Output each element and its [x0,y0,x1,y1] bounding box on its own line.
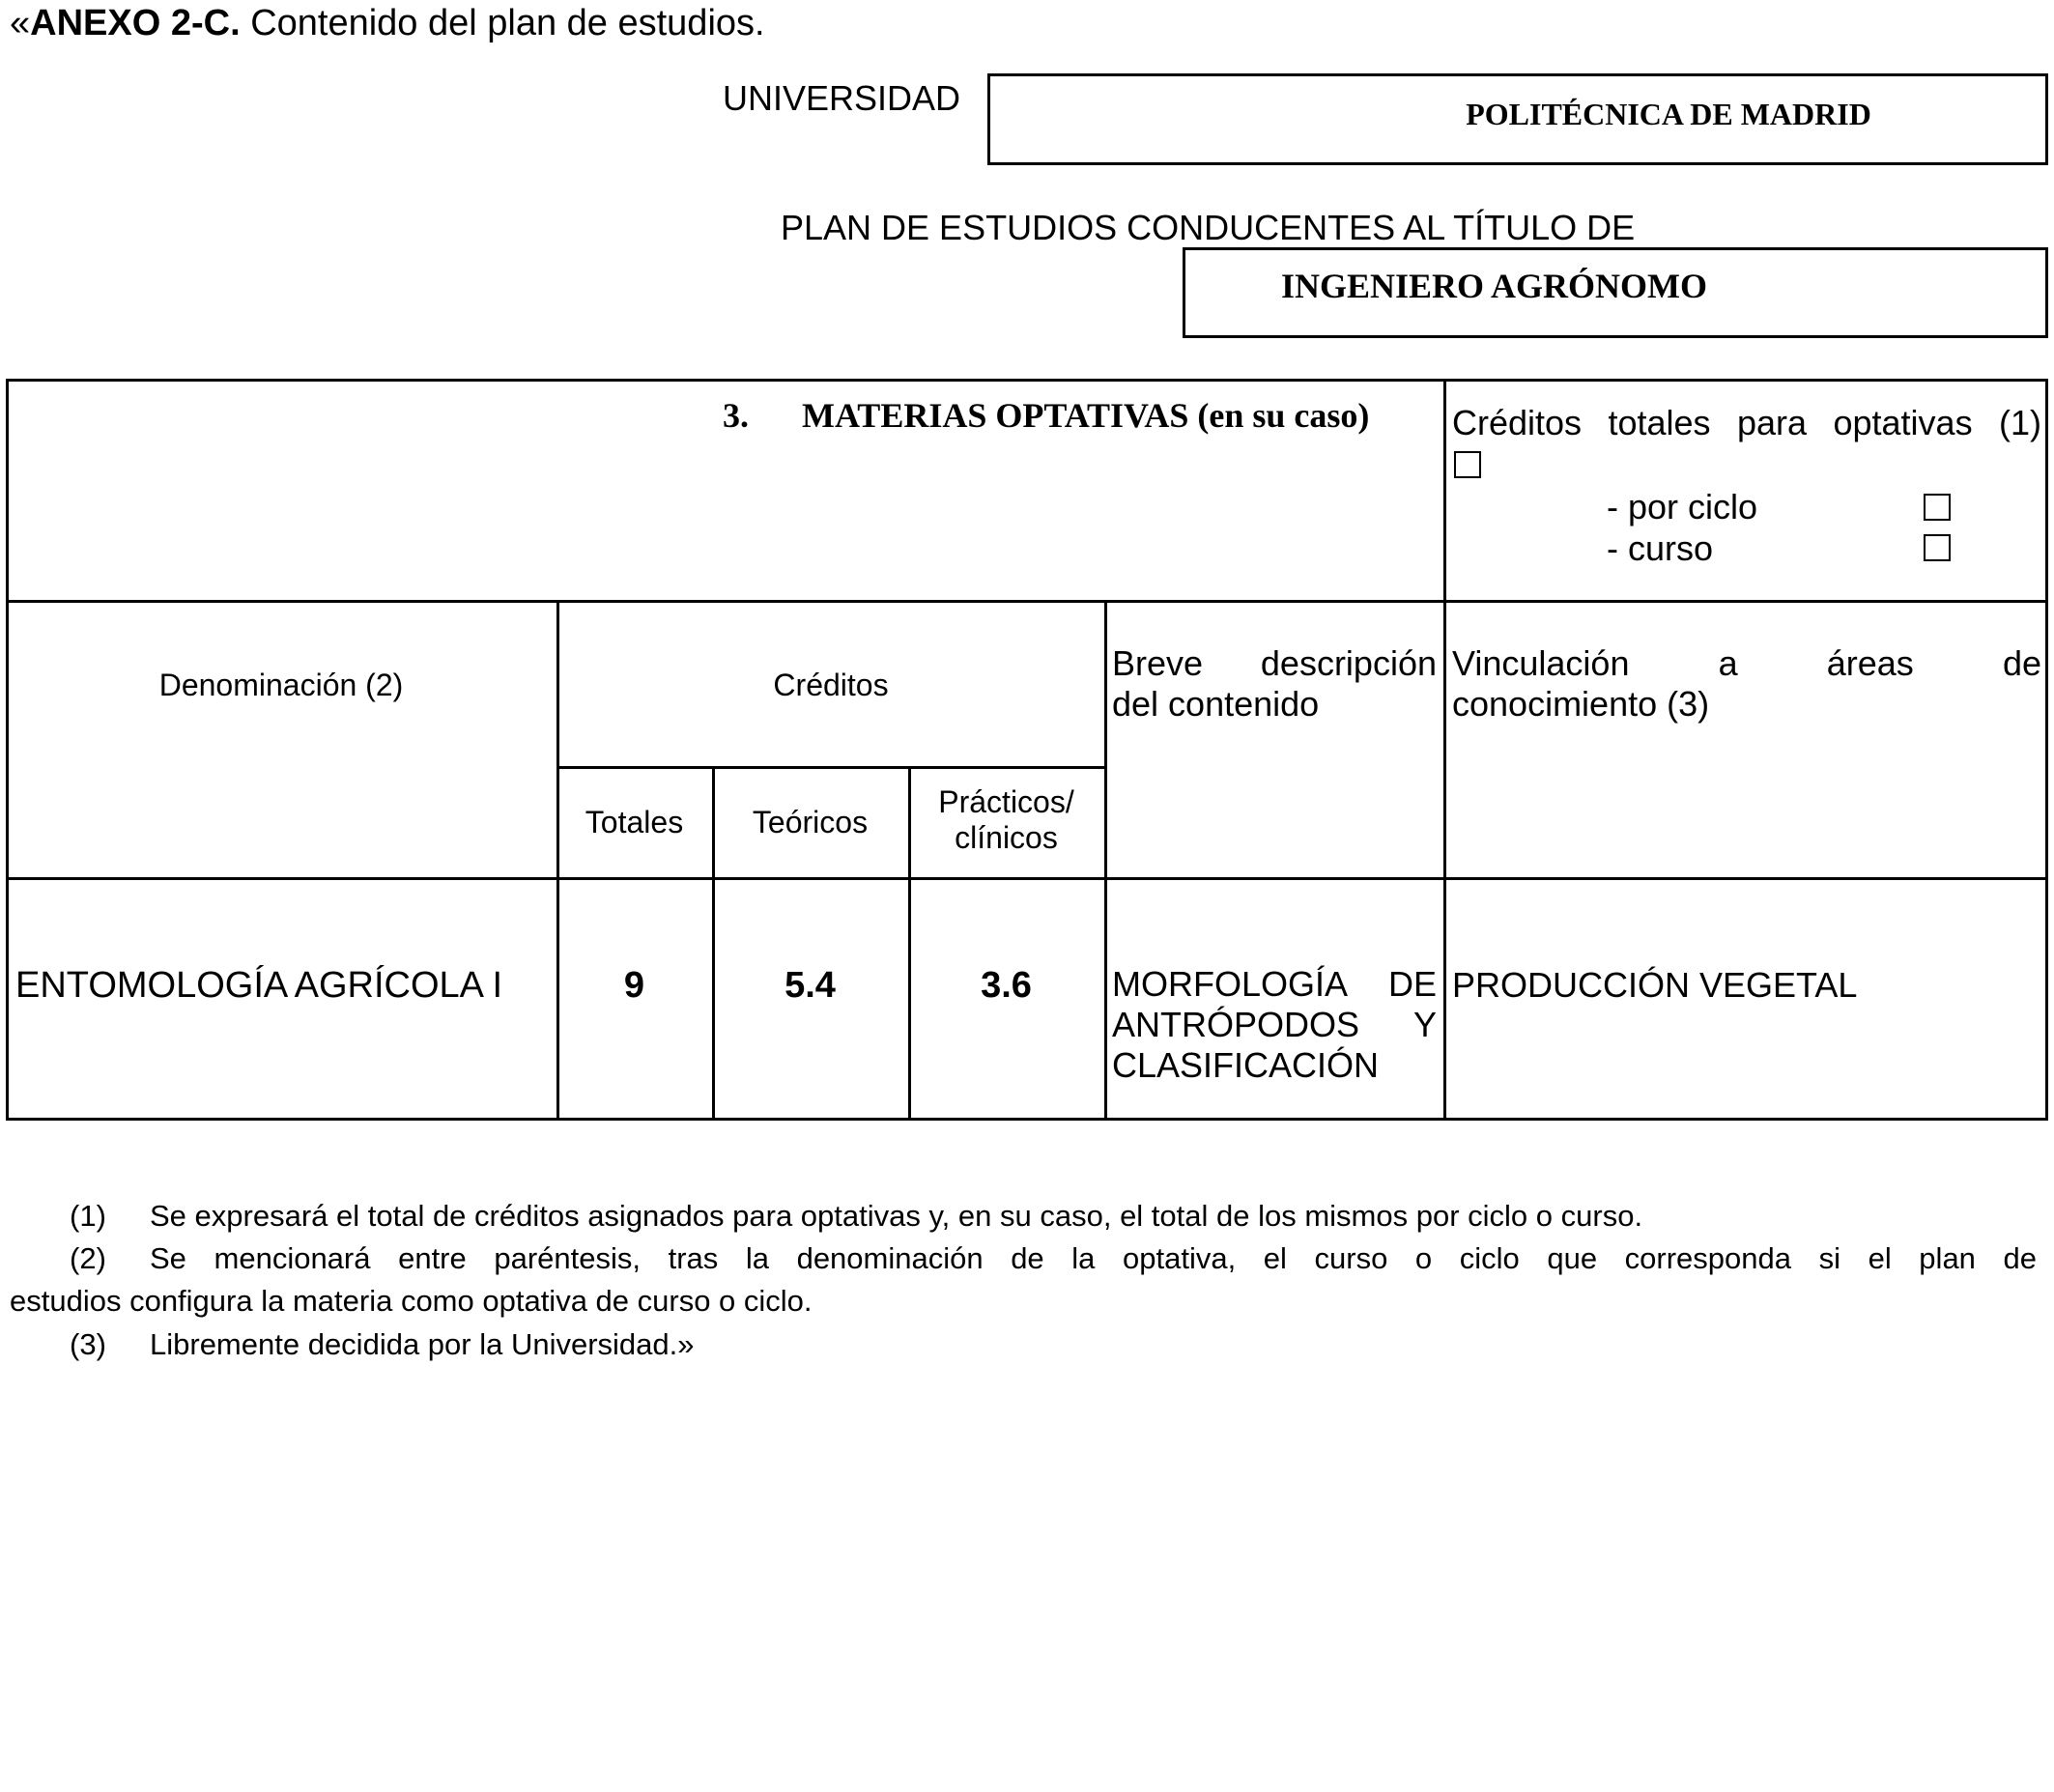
annex-label: ANEXO 2-C. [30,3,241,43]
col-descripcion [1112,643,1437,725]
row-denominacion: ENTOMOLOGÍA AGRÍCOLA I [15,965,503,1006]
row-practicos: 3.6 [981,965,1032,1006]
col-vinculacion-line1: Vinculación a áreas de [1452,643,2041,683]
degree-title: INGENIERO AGRÓNOMO [1281,267,1708,305]
col-vinculacion-line2: conocimiento (3) [1452,684,1710,724]
per-cycle-checkbox[interactable] [1924,494,1951,521]
row-descripcion [1112,964,1437,1086]
per-cycle-label: - por ciclo [1607,487,1758,526]
col-practicos-line2: clínicos [955,820,1058,855]
col-creditos: Créditos [773,668,889,702]
col-descripcion-line2: del contenido [1112,684,1320,724]
footnote-1-num: (1) [70,1199,106,1233]
section-title [723,394,1369,437]
per-course-checkbox[interactable] [1924,534,1951,561]
col-practicos [908,784,1104,856]
footnote-2-num: (2) [70,1241,106,1275]
row-descripcion-line2: ANTRÓPODOS Y [1112,1005,1437,1044]
col-denominacion: Denominación (2) [158,668,404,702]
row-descripcion-line1: MORFOLOGÍA DE [1112,964,1437,1004]
col-totales: Totales [585,805,684,839]
per-course-label: - curso [1607,528,1714,568]
annex-prefix: « [10,3,31,43]
col-vinculacion [1452,643,2041,725]
footnote-3-text: Libremente decidida por la Universidad.» [150,1327,695,1361]
footnote-3-num: (3) [70,1327,106,1361]
footnote-2-text-line1: Se mencionará entre paréntesis, tras la denominación de la optativa, el curso o ciclo que corresponda si el plan de [150,1241,2037,1275]
section-number: 3. [723,396,749,435]
degree-label: PLAN DE ESTUDIOS CONDUCENTES AL TÍTULO DE [781,208,1636,247]
row-descripcion-line3: CLASIFICACIÓN [1112,1045,1380,1085]
table-divider [6,877,2048,880]
university-name: POLITÉCNICA DE MADRID [1466,97,1871,131]
table-divider [556,766,1105,769]
footnote-1-text: Se expresará el total de créditos asignados para optativas y, en su caso, el total de los mismos por ciclo o curso. [150,1199,1643,1233]
table-divider [1443,379,1446,1121]
university-label: UNIVERSIDAD [723,78,961,118]
row-vinculacion: PRODUCCIÓN VEGETAL [1452,965,1858,1005]
section-title-text: MATERIAS OPTATIVAS (en su caso) [802,396,1370,435]
row-teoricos: 5.4 [785,965,836,1006]
col-practicos-line1: Prácticos/ [938,784,1074,819]
col-teoricos: Teóricos [752,805,869,839]
annex-title: Contenido del plan de estudios. [250,3,765,43]
credits-total-checkbox[interactable] [1454,451,1481,478]
credits-total-label: Créditos totales para optativas (1) [1452,403,2041,442]
annex-heading [10,0,765,46]
row-totales: 9 [623,965,645,1006]
footnote-2-cont: estudios configura la materia como optativa de curso o ciclo. [10,1284,813,1318]
col-descripcion-line1: Breve descripción [1112,643,1437,683]
footnote-3 [70,1324,695,1365]
footnote-1 [70,1196,1642,1237]
footnote-2 [70,1238,2037,1279]
table-divider [6,600,2048,603]
